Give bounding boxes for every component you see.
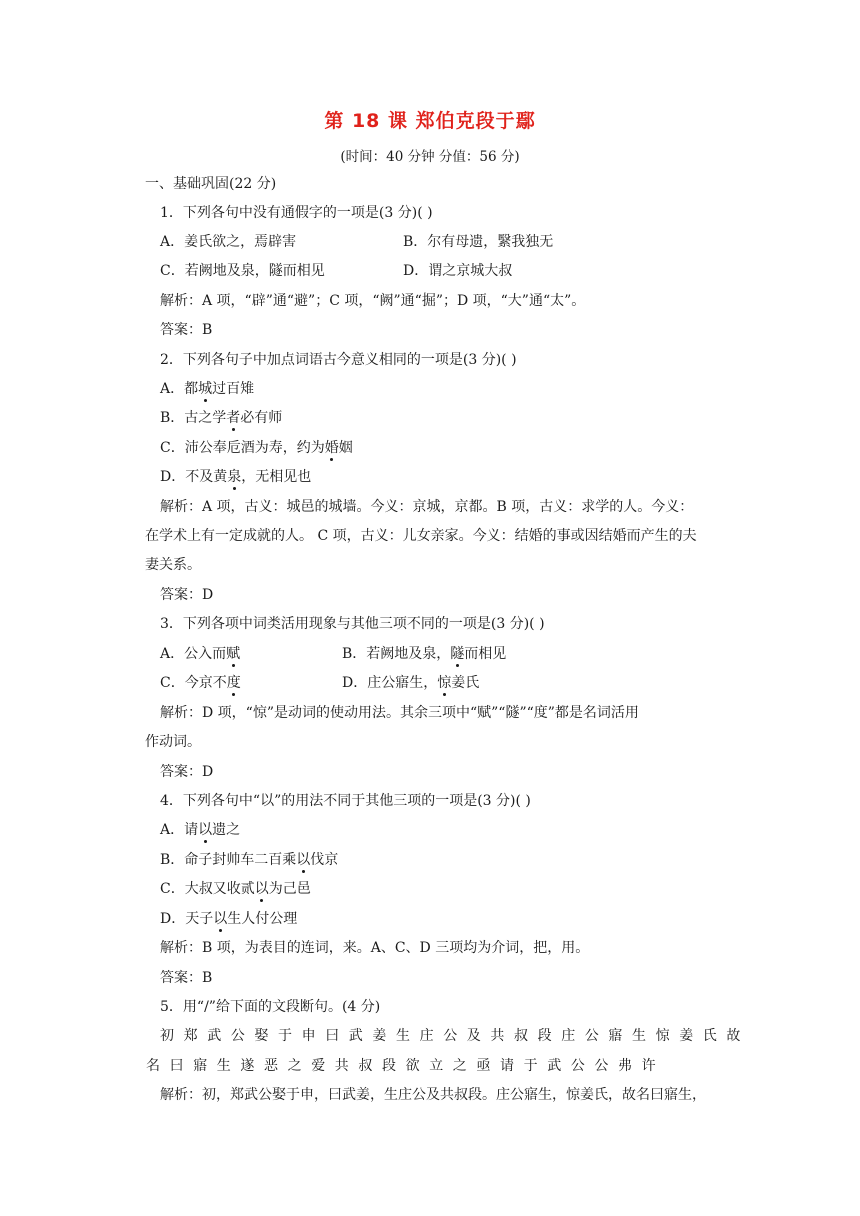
q5-analysis: 解析：初，郑武公娶于申，曰武姜，生庄公及共叔段。庄公寤生，惊姜氏，故名曰寤生， bbox=[160, 1087, 706, 1103]
q3-d-text-tail: 姜氏 bbox=[451, 675, 480, 691]
q2-c-dotted-word: 婚 bbox=[324, 440, 339, 456]
q2-option-c bbox=[160, 438, 353, 458]
q3-option-b bbox=[342, 644, 506, 664]
q2-c-text-tail: 姻 bbox=[338, 440, 353, 456]
q3-stem: 3．下列各项中词类活用现象与其他三项不同的一项是(3 分)( ) bbox=[160, 616, 545, 632]
q3-d-text: D．庄公寤生， bbox=[342, 675, 438, 691]
q3-d-dotted-word: 惊 bbox=[437, 675, 452, 691]
q2-a-text: A．都 bbox=[160, 381, 199, 397]
q4-a-text-tail: 遗之 bbox=[212, 822, 241, 838]
q3-c-dotted-word: 度 bbox=[226, 675, 241, 691]
q3-option-a bbox=[160, 644, 240, 664]
q3-a-text: A．公入而 bbox=[160, 646, 227, 662]
q1-option-b: B．尔有母遗，繄我独无 bbox=[403, 234, 554, 250]
q2-d-dotted-word: 泉 bbox=[227, 469, 242, 485]
q1-option-d: D．谓之京城大叔 bbox=[403, 263, 513, 279]
q2-d-text-tail: ，无相见也 bbox=[241, 469, 312, 485]
q2-a-text-tail: 过百雉 bbox=[212, 381, 255, 397]
q2-analysis-line-1: 解析：A 项，古义：城邑的城墙。今义：京城，京都。B 项，古义：求学的人。今义： bbox=[160, 499, 694, 515]
page-title: 第 18 课 郑伯克段于鄢 bbox=[324, 110, 536, 132]
q4-analysis: 解析：B 项，为表目的连词，来。A、C、D 三项均为介词，把，用。 bbox=[160, 940, 590, 956]
q3-b-dotted-word: 隧 bbox=[450, 646, 465, 662]
q4-stem: 4．下列各句中“以”的用法不同于其他三项的一项是(3 分)( ) bbox=[160, 793, 531, 809]
q3-analysis-line-1: 解析：D 项，“惊”是动词的使动用法。其余三项中“赋”“隧”“度”都是名词活用 bbox=[160, 705, 639, 721]
q2-d-text: D．不及黄 bbox=[160, 469, 228, 485]
q3-answer: 答案：D bbox=[160, 764, 214, 780]
q4-d-text-tail: 生人付公理 bbox=[227, 911, 298, 927]
time-score-info: (时间：40 分钟 分值：56 分) bbox=[340, 149, 520, 165]
q5-stem: 5．用“/”给下面的文段断句。(4 分) bbox=[160, 999, 381, 1015]
q2-analysis-line-2: 在学术上有一定成就的人。 C 项，古义：儿女亲家。今义：结婚的事或因结婚而产生的夫 bbox=[145, 528, 697, 544]
q2-option-a bbox=[160, 379, 254, 399]
q4-option-b bbox=[160, 850, 338, 870]
q1-stem: 1．下列各句中没有通假字的一项是(3 分)( ) bbox=[160, 205, 433, 221]
q4-option-d bbox=[160, 909, 297, 929]
q4-c-text-tail: 为己邑 bbox=[268, 881, 311, 897]
q2-option-b bbox=[160, 408, 282, 428]
q4-b-text: B．命子封帅车二百乘 bbox=[160, 852, 297, 868]
q3-analysis-line-2: 作动词。 bbox=[145, 734, 201, 750]
q4-c-text: C．大叔又收贰 bbox=[160, 881, 255, 897]
q1-option-a: A．姜氏欲之，焉辟害 bbox=[160, 234, 297, 250]
q3-c-text: C．今京不 bbox=[160, 675, 227, 691]
q3-b-text-tail: 而相见 bbox=[464, 646, 507, 662]
q1-analysis: 解析：A 项，“辟”通“避”；C 项，“阙”通“掘”；D 项，“大”通“太”。 bbox=[160, 293, 586, 309]
q5-passage-line-2: 名曰寤生遂恶之爱共叔段欲立之亟请于武公公弗许 bbox=[146, 1058, 666, 1074]
q4-b-dotted-word: 以 bbox=[296, 852, 311, 868]
q5-passage-line-1: 初郑武公娶于申曰武姜生庄公及共叔段庄公寤生惊姜氏故 bbox=[160, 1028, 750, 1044]
section-heading: 一、基础巩固(22 分) bbox=[145, 176, 277, 192]
q4-option-a bbox=[160, 820, 240, 840]
q1-answer: 答案：B bbox=[160, 322, 213, 338]
q2-c-text: C．沛公奉卮酒为寿，约为 bbox=[160, 440, 325, 456]
q4-d-text: D．天子 bbox=[160, 911, 214, 927]
q1-option-c: C．若阙地及泉，隧而相见 bbox=[160, 263, 325, 279]
q4-a-text: A．请 bbox=[160, 822, 199, 838]
q2-option-d bbox=[160, 467, 311, 487]
q4-a-dotted-word: 以 bbox=[198, 822, 213, 838]
q4-answer: 答案：B bbox=[160, 970, 213, 986]
q3-option-d bbox=[342, 673, 479, 693]
q2-b-text: B．古之学 bbox=[160, 410, 227, 426]
q2-answer: 答案：D bbox=[160, 587, 214, 603]
q2-analysis-line-3: 妻关系。 bbox=[145, 557, 201, 573]
q4-c-dotted-word: 以 bbox=[254, 881, 269, 897]
q3-a-dotted-word: 赋 bbox=[226, 646, 241, 662]
q2-a-dotted-word: 城 bbox=[198, 381, 213, 397]
q2-stem: 2．下列各句子中加点词语古今意义相同的一项是(3 分)( ) bbox=[160, 352, 517, 368]
q4-d-dotted-word: 以 bbox=[213, 911, 228, 927]
q3-b-text: B．若阙地及泉， bbox=[342, 646, 451, 662]
q3-option-c bbox=[160, 673, 241, 693]
q4-option-c bbox=[160, 879, 311, 899]
q4-b-text-tail: 伐京 bbox=[310, 852, 339, 868]
q2-b-text-tail: 必有师 bbox=[240, 410, 283, 426]
q2-b-dotted-word: 者 bbox=[226, 410, 241, 426]
